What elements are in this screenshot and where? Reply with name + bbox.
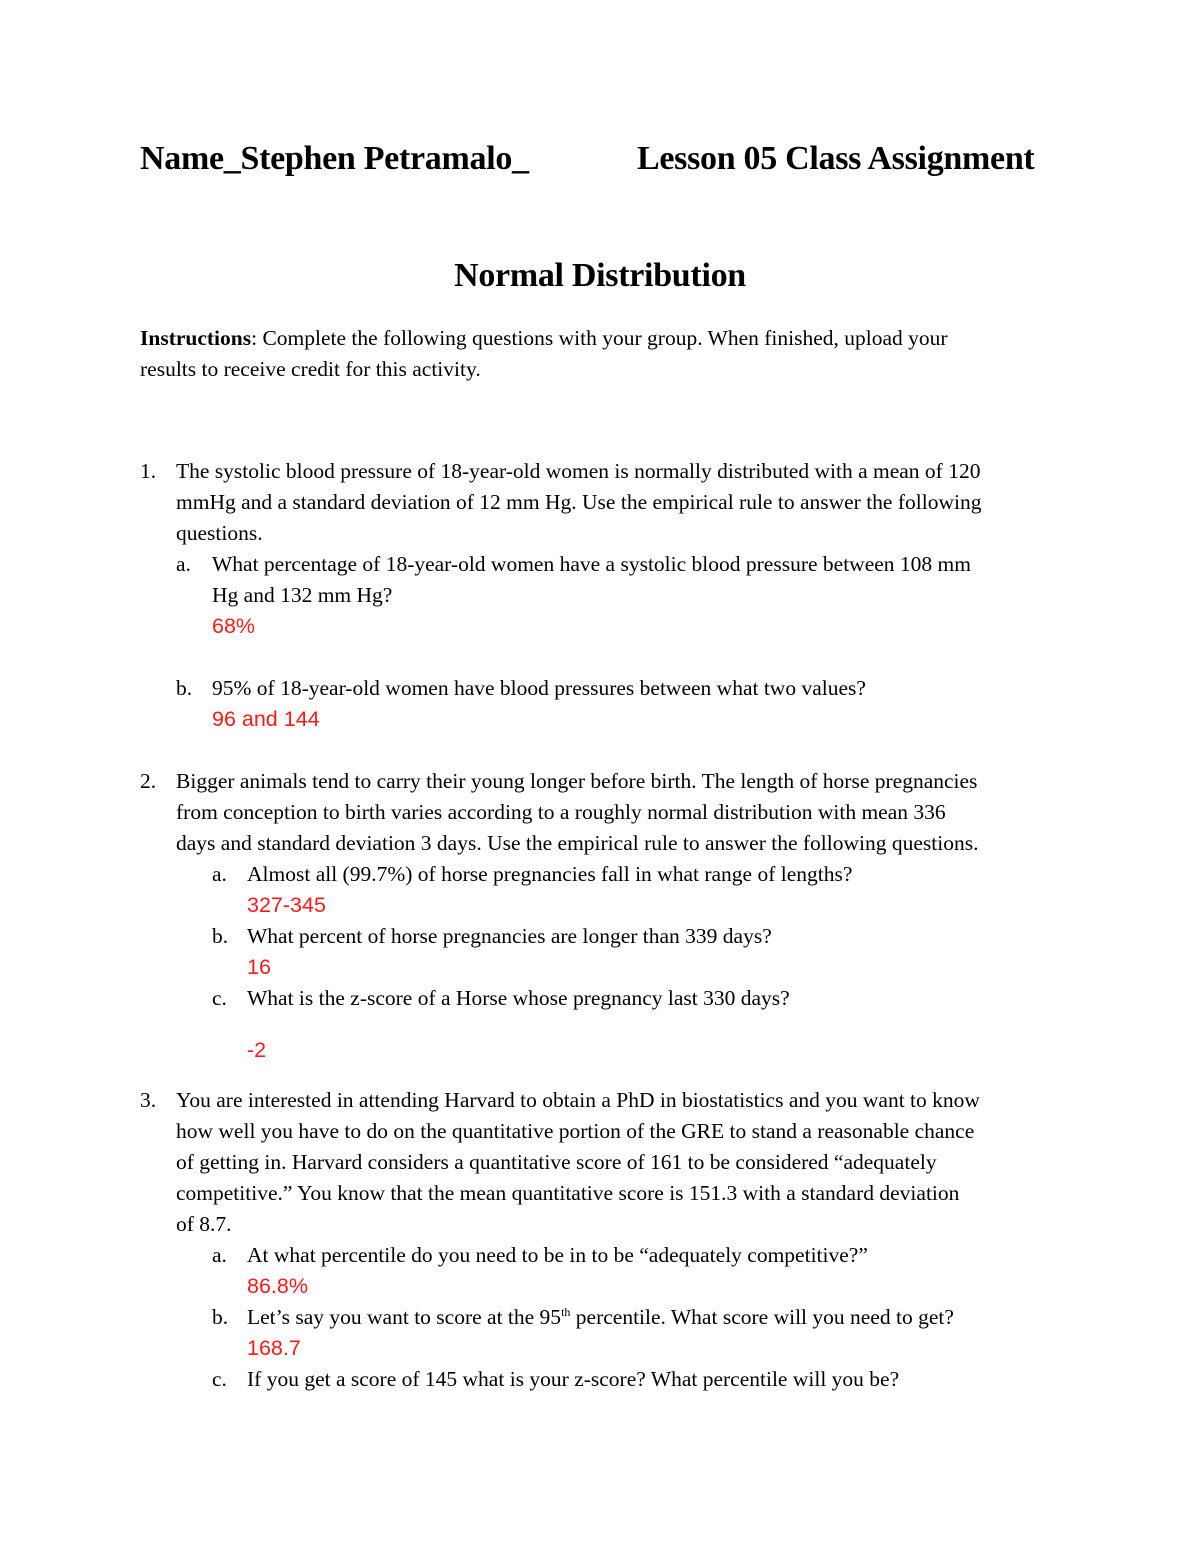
q3-text-line-4: competitive.” You know that the mean quantitative score is 151.3 with a standard deviation <box>176 1181 960 1205</box>
q2-number: 2. <box>140 769 157 793</box>
q2-text-line-2: from conception to birth varies according to a roughly normal distribution with mean 336 <box>176 800 946 824</box>
q2c-text: What is the z-score of a Horse whose pregnancy last 330 days? <box>247 986 790 1010</box>
q2c-answer: -2 <box>247 1038 267 1062</box>
header-name: Name_Stephen Petramalo_ <box>140 140 529 177</box>
q3a-letter: a. <box>212 1243 227 1267</box>
q2a-letter: a. <box>212 862 227 886</box>
q3-text-line-5: of 8.7. <box>176 1212 232 1236</box>
q1a-text-line-2: Hg and 132 mm Hg? <box>212 583 393 607</box>
instructions-line-1: Instructions: Complete the following questions with your group. When finished, upload your <box>140 326 948 350</box>
page-title: Normal Distribution <box>454 257 746 294</box>
q2a-text: Almost all (99.7%) of horse pregnancies fall in what range of lengths? <box>247 862 853 886</box>
q3-text-line-2: how well you have to do on the quantitative portion of the GRE to stand a reasonable chance <box>176 1119 975 1143</box>
q1-text-line-2: mmHg and a standard deviation of 12 mm Hg. Use the empirical rule to answer the following <box>176 490 982 514</box>
q2a-answer: 327-345 <box>247 893 326 917</box>
q1b-answer: 96 and 144 <box>212 707 320 731</box>
superscript-th: th <box>561 1304 571 1319</box>
q2b-text: What percent of horse pregnancies are longer than 339 days? <box>247 924 772 948</box>
q3b-letter: b. <box>212 1305 229 1329</box>
q3-text-line-3: of getting in. Harvard considers a quantitative score of 161 to be considered “adequately <box>176 1150 937 1174</box>
instructions-line-2: results to receive credit for this activity. <box>140 357 481 381</box>
q1a-text-line-1: What percentage of 18-year-old women have a systolic blood pressure between 108 mm <box>212 552 971 576</box>
q3a-text: At what percentile do you need to be in to be “adequately competitive?” <box>247 1243 868 1267</box>
q1-number: 1. <box>140 459 157 483</box>
q1a-letter: a. <box>176 552 191 576</box>
q1b-text: 95% of 18-year-old women have blood pressures between what two values? <box>212 676 866 700</box>
q3c-letter: c. <box>212 1367 227 1391</box>
q2-text-line-3: days and standard deviation 3 days. Use the empirical rule to answer the following questions. <box>176 831 979 855</box>
instructions-label: Instructions <box>140 326 252 350</box>
q1-text-line-1: The systolic blood pressure of 18-year-old women is normally distributed with a mean of 120 <box>176 459 981 483</box>
q2b-answer: 16 <box>247 955 271 979</box>
q3b-answer: 168.7 <box>247 1336 301 1360</box>
q3a-answer: 86.8% <box>247 1274 308 1298</box>
q3-text-line-1: You are interested in attending Harvard to obtain a PhD in biostatistics and you want to know <box>176 1088 980 1112</box>
q1a-answer: 68% <box>212 614 256 638</box>
q1-text-line-3: questions. <box>176 521 263 545</box>
q2b-letter: b. <box>212 924 229 948</box>
header-lesson: Lesson 05 Class Assignment <box>637 140 1035 177</box>
q1b-letter: b. <box>176 676 193 700</box>
q3b-text: Let’s say you want to score at the 95th percentile. What score will you need to get? <box>247 1304 954 1329</box>
q3c-text: If you get a score of 145 what is your z-score? What percentile will you be? <box>247 1367 900 1391</box>
q3-number: 3. <box>140 1088 157 1112</box>
q2c-letter: c. <box>212 986 227 1010</box>
q2-text-line-1: Bigger animals tend to carry their young longer before birth. The length of horse pregnancies <box>176 769 978 793</box>
